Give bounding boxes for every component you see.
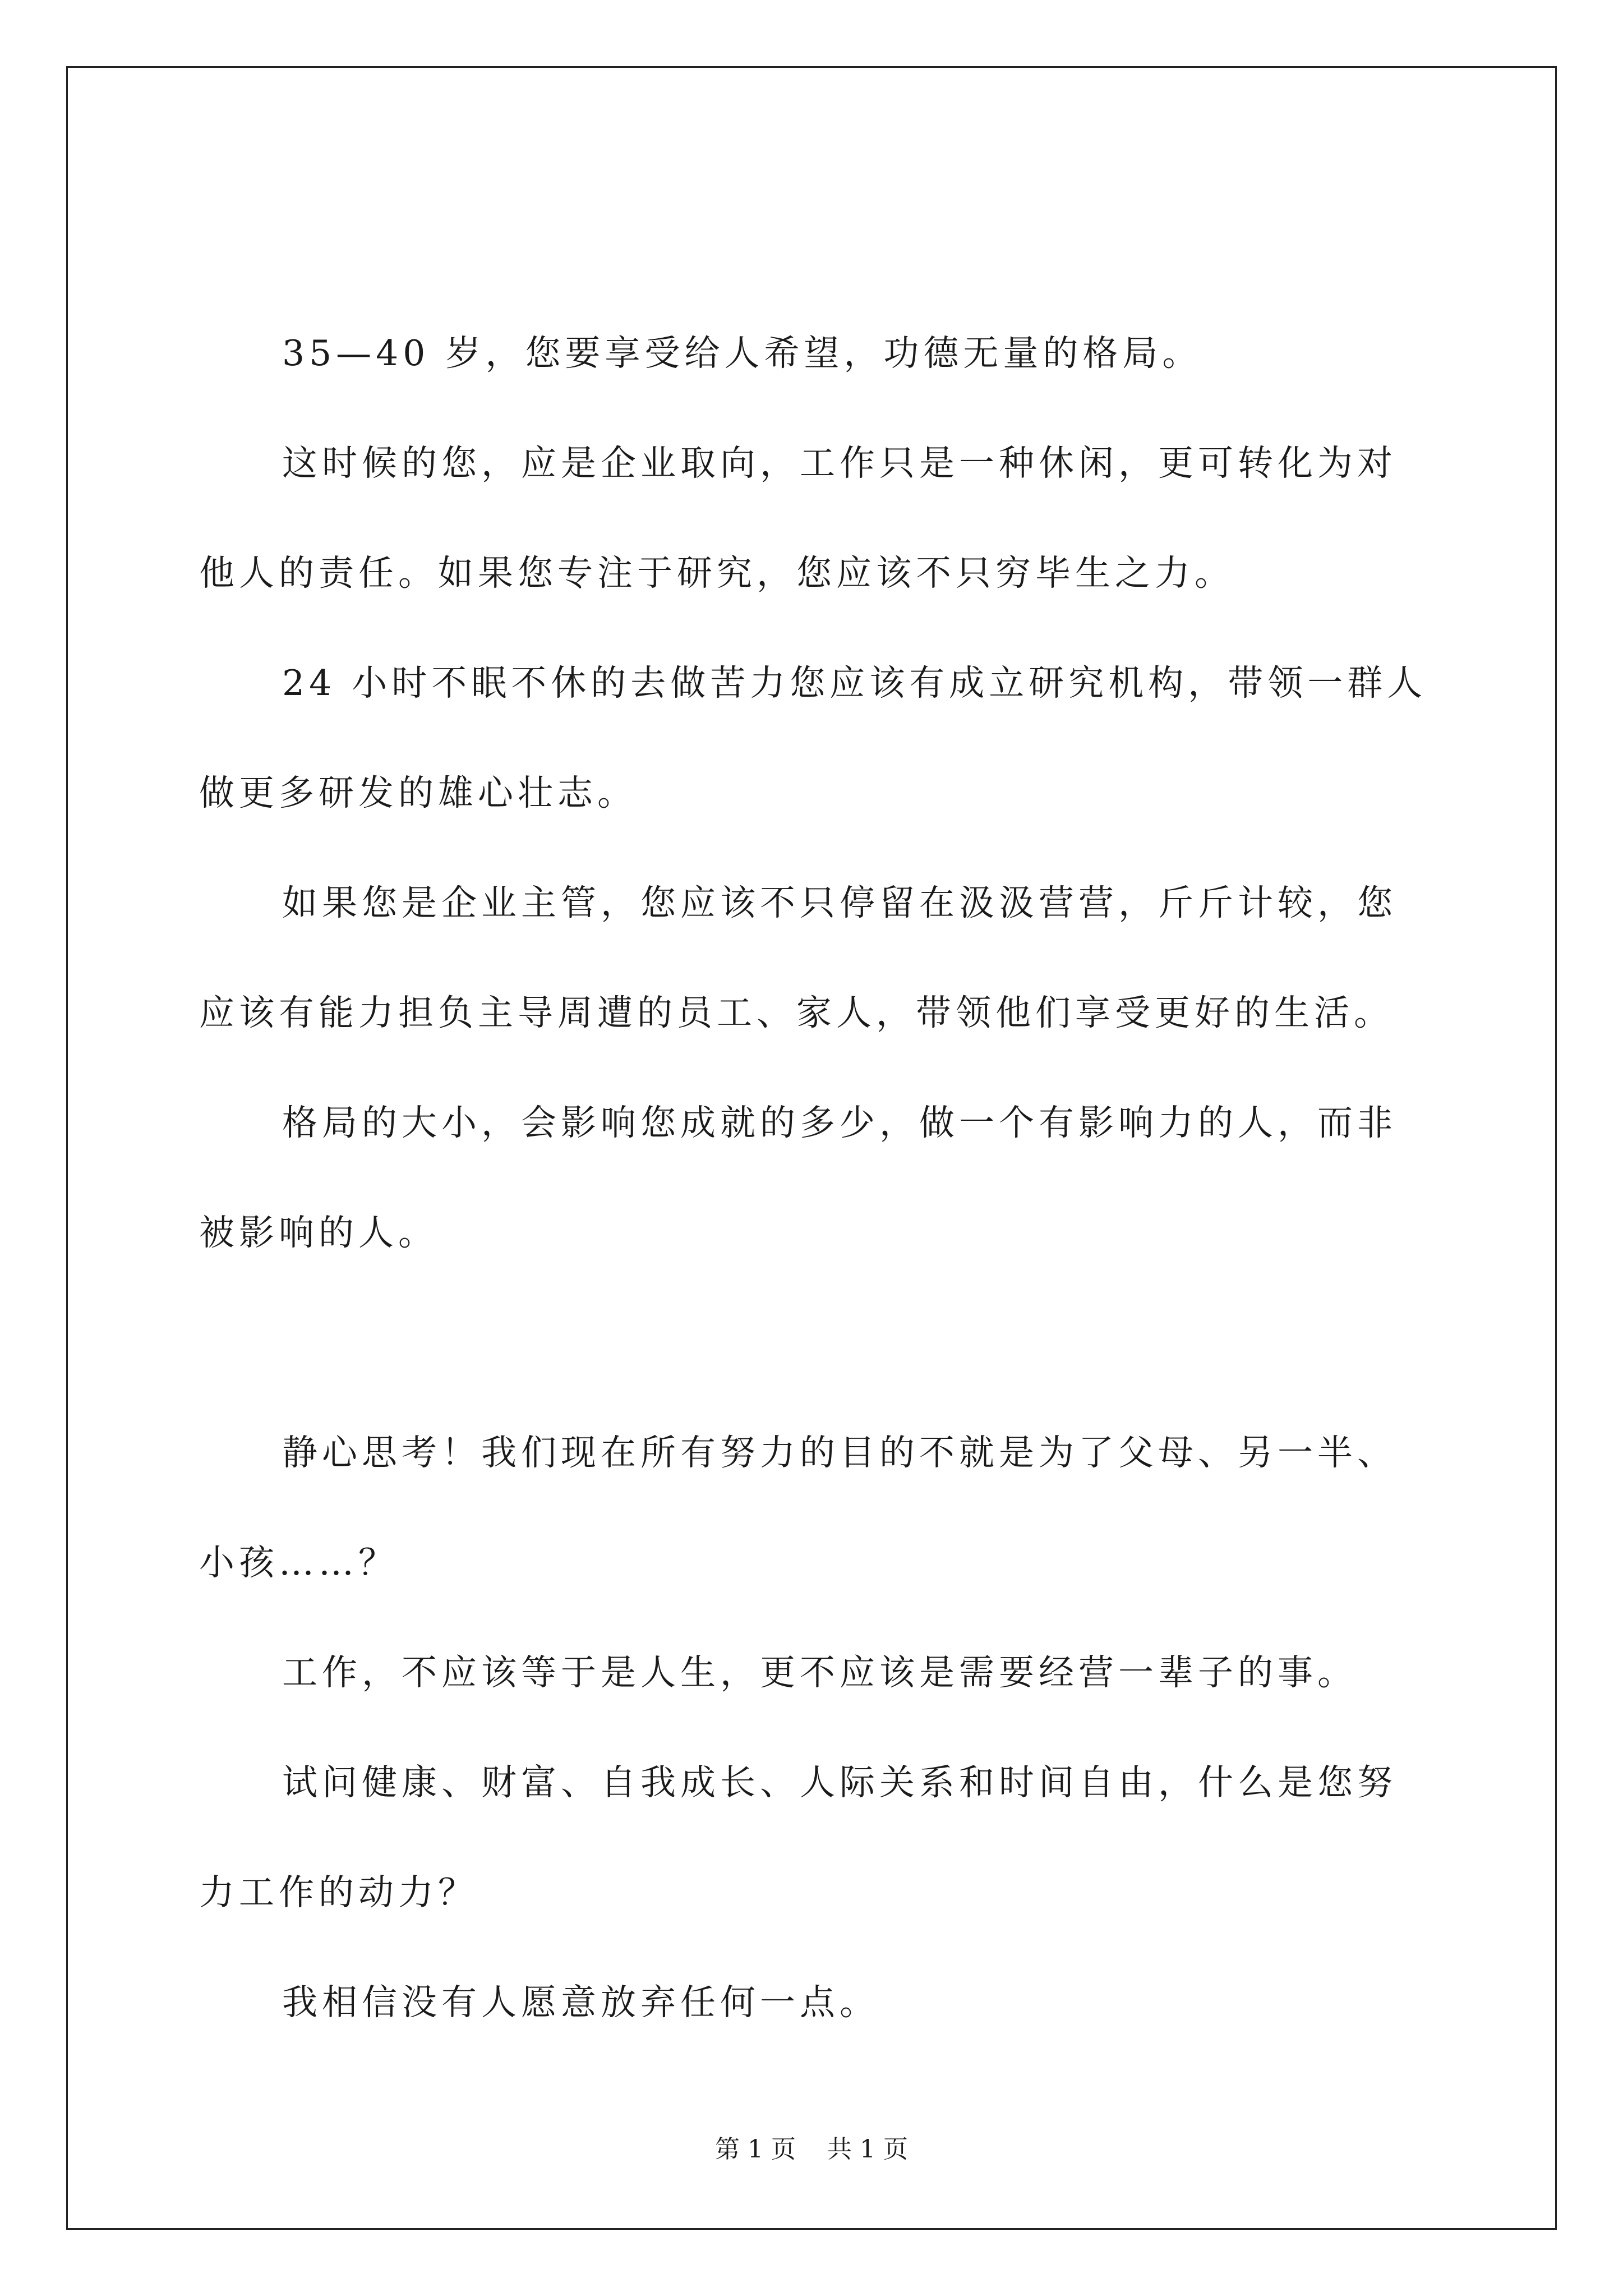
paragraph-2-line-2: 他人的责任。如果您专注于研究，您应该不只穷毕生之力。 (199, 553, 1234, 593)
paragraph-6-line-2: 小孩……？ (199, 1542, 398, 1583)
page-number: 第 1 页 (715, 2135, 796, 2164)
paragraph-7-line-1: 工作，不应该等于是人生，更不应该是需要经营一辈子的事。 (282, 1652, 1357, 1693)
paragraph-5-line-1: 格局的大小，会影响您成就的多少，做一个有影响力的人，而非 (282, 1102, 1397, 1143)
paragraph-4-line-2: 应该有能力担负主导周遭的员工、家人，带领他们享受更好的生活。 (199, 992, 1394, 1033)
paragraph-8-line-1: 试问健康、财富、自我成长、人际关系和时间自由，什么是您努 (282, 1762, 1397, 1803)
paragraph-8-line-2: 力工作的动力？ (199, 1872, 478, 1913)
paragraph-2-line-1: 这时候的您，应是企业取向，工作只是一种休闲，更可转化为对 (282, 443, 1397, 484)
paragraph-3-line-2: 做更多研发的雄心壮志。 (199, 772, 637, 813)
paragraph-5-line-2: 被影响的人。 (199, 1212, 438, 1253)
paragraph-3-line-1: 24 小时不眠不休的去做苦力您应该有成立研究机构，带领一群人 (282, 662, 1427, 703)
paragraph-4-line-1: 如果您是企业主管，您应该不只停留在汲汲营营，斤斤计较，您 (282, 882, 1397, 923)
page-footer (0, 2129, 1623, 2165)
paragraph-1-line-1: 35—40 岁，您要享受给人希望，功德无量的格局。 (282, 333, 1202, 374)
paragraph-9-line-1: 我相信没有人愿意放弃任何一点。 (282, 1982, 879, 2023)
page-total: 共 1 页 (827, 2135, 908, 2164)
paragraph-6-line-1: 静心思考！我们现在所有努力的目的不就是为了父母、另一半、 (282, 1432, 1397, 1473)
